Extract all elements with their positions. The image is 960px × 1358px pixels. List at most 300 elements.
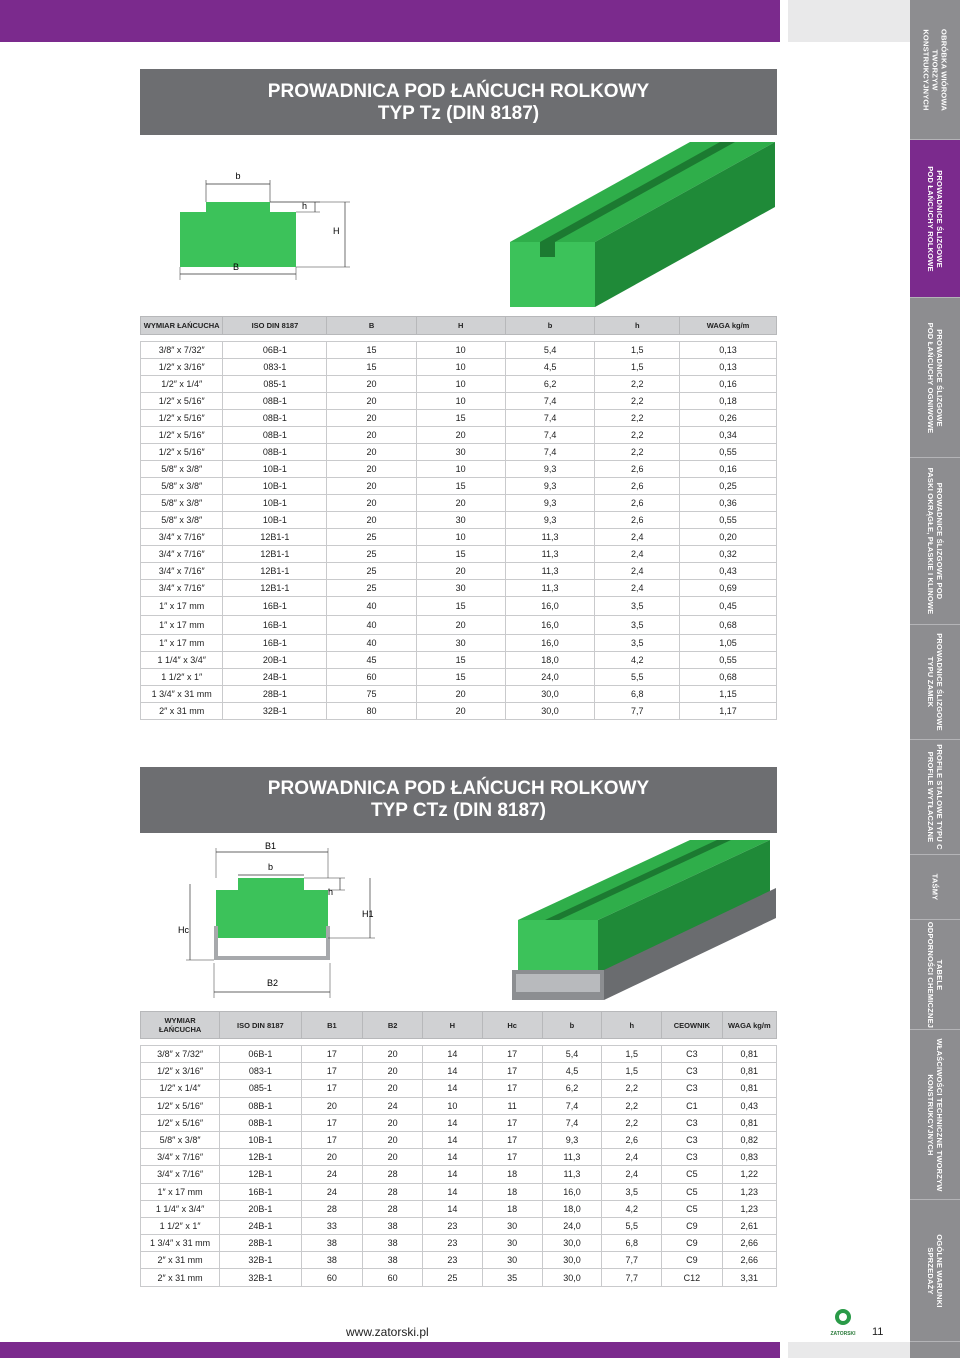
table-cell: 0,32 <box>680 546 777 563</box>
table-cell: 35 <box>482 1269 542 1286</box>
table-cell: 17 <box>301 1063 363 1080</box>
zatorski-logo-icon <box>832 1308 854 1326</box>
table-cell: 2,4 <box>595 563 680 580</box>
table-cell: 0,69 <box>680 580 777 597</box>
table-cell: 9,3 <box>505 495 595 512</box>
company-logo <box>830 1308 856 1337</box>
table-cell: 20 <box>416 563 505 580</box>
table-row <box>141 1252 777 1269</box>
table-cell: 38 <box>363 1252 423 1269</box>
table-cell: 20 <box>301 1149 363 1166</box>
table-cell: 60 <box>363 1269 423 1286</box>
footer-website[interactable]: www.zatorski.pl <box>346 1325 429 1339</box>
table-cell: 12B1-1 <box>223 529 327 546</box>
sidebar-item-label: TAŚMY <box>930 873 940 901</box>
table-cell: 38 <box>301 1252 363 1269</box>
table-cell: 25 <box>327 546 416 563</box>
table-cell: C3 <box>662 1063 722 1080</box>
table-cell: 4,2 <box>602 1200 662 1217</box>
table-cell: 32B-1 <box>220 1269 301 1286</box>
table-cell: 1,22 <box>722 1166 776 1183</box>
table-cell: 2,6 <box>595 461 680 478</box>
table-cell: 11,3 <box>505 546 595 563</box>
section2-profile-diagram <box>170 838 390 1008</box>
table-cell: 0,81 <box>722 1046 776 1063</box>
table-cell: 0,13 <box>680 342 777 359</box>
table-cell: 16,0 <box>505 597 595 616</box>
table-cell: 1 1/4″ x 3/4″ <box>141 1200 220 1217</box>
table-cell: 16B-1 <box>223 635 327 652</box>
table-cell: 3/8″ x 7/32″ <box>141 342 223 359</box>
table-cell: 28 <box>301 1200 363 1217</box>
table-cell: 2,2 <box>595 376 680 393</box>
table-cell: 30 <box>482 1252 542 1269</box>
table-cell: 14 <box>423 1200 483 1217</box>
sidebar-item-7[interactable] <box>910 920 960 1030</box>
table-cell: 17 <box>482 1080 542 1097</box>
table-row <box>141 444 777 461</box>
table-cell: 2,2 <box>595 427 680 444</box>
table-cell: 32B-1 <box>223 703 327 720</box>
table-cell: 7,4 <box>542 1114 602 1131</box>
table-cell: C5 <box>662 1183 722 1200</box>
column-header: H <box>416 317 505 335</box>
table-cell: 5/8″ x 3/8″ <box>141 478 223 495</box>
table-cell: 1″ x 17 mm <box>141 1183 220 1200</box>
section1-title-bar <box>140 69 777 135</box>
table-cell: 2,2 <box>602 1080 662 1097</box>
table-cell: 20 <box>363 1046 423 1063</box>
table-cell: 30,0 <box>542 1252 602 1269</box>
table-cell: 24B-1 <box>223 669 327 686</box>
column-header: H <box>423 1012 483 1039</box>
table-cell: 18,0 <box>505 652 595 669</box>
table-cell: 30,0 <box>505 686 595 703</box>
table-cell: 30 <box>482 1217 542 1234</box>
table-cell: 2,6 <box>595 495 680 512</box>
table-cell: 1,15 <box>680 686 777 703</box>
table-cell: 20 <box>301 1097 363 1114</box>
table-cell: 2,4 <box>595 546 680 563</box>
table-cell: 1″ x 17 mm <box>141 635 223 652</box>
table-cell: 17 <box>482 1046 542 1063</box>
table-cell: 085-1 <box>220 1080 301 1097</box>
table-cell: 2,4 <box>602 1149 662 1166</box>
table-row <box>141 1235 777 1252</box>
table-cell: 40 <box>327 597 416 616</box>
table-cell: 30 <box>482 1235 542 1252</box>
table-cell: 083-1 <box>220 1063 301 1080</box>
table-cell: 1/2″ x 5/16″ <box>141 1114 220 1131</box>
table-cell: 25 <box>327 580 416 597</box>
table-cell: 16B-1 <box>223 616 327 635</box>
table-cell: C5 <box>662 1200 722 1217</box>
table-cell: 0,13 <box>680 359 777 376</box>
sidebar-item-3[interactable] <box>910 458 960 625</box>
table-cell: 7,7 <box>602 1269 662 1286</box>
table-cell: 16B-1 <box>220 1183 301 1200</box>
section2-subtitle: TYP CTz (DIN 8187) <box>371 800 546 821</box>
table-cell: C3 <box>662 1149 722 1166</box>
section-sidebar <box>910 0 960 1358</box>
sidebar-item-5[interactable] <box>910 740 960 855</box>
table-cell: 24,0 <box>542 1217 602 1234</box>
table-cell: 08B-1 <box>223 427 327 444</box>
dim-H-label: H <box>333 226 340 236</box>
table-cell: 2,4 <box>602 1166 662 1183</box>
table-cell: 2,2 <box>595 410 680 427</box>
table-row <box>141 686 777 703</box>
sidebar-item-1[interactable] <box>910 140 960 298</box>
table-cell: 20 <box>416 616 505 635</box>
sidebar-item-6[interactable] <box>910 855 960 920</box>
table-row <box>141 376 777 393</box>
table-cell: 20 <box>327 478 416 495</box>
table-cell: 1,5 <box>602 1063 662 1080</box>
table-cell: 10B-1 <box>223 512 327 529</box>
table-row <box>141 1114 777 1131</box>
bottom-color-bar <box>0 1342 780 1358</box>
table-cell: 38 <box>301 1235 363 1252</box>
table-cell: 20 <box>327 512 416 529</box>
table-cell: 24 <box>301 1183 363 1200</box>
table-cell: 15 <box>327 359 416 376</box>
table-cell: 1/2″ x 3/16″ <box>141 359 223 376</box>
table-cell: 30,0 <box>505 703 595 720</box>
table-cell: 1,5 <box>595 342 680 359</box>
table-cell: 20 <box>327 495 416 512</box>
table-row <box>141 342 777 359</box>
table-cell: 06B-1 <box>223 342 327 359</box>
table-cell: 5/8″ x 3/8″ <box>141 461 223 478</box>
table-cell: 17 <box>301 1131 363 1148</box>
dim-h-label: h <box>302 201 308 211</box>
table-cell: 9,3 <box>542 1131 602 1148</box>
table-cell: 3/4″ x 7/16″ <box>141 1166 220 1183</box>
table-cell: 12B1-1 <box>223 580 327 597</box>
table-row <box>141 1217 777 1234</box>
table-row <box>141 1097 777 1114</box>
table-cell: 20 <box>416 686 505 703</box>
table-cell: 2,6 <box>602 1131 662 1148</box>
table-cell: 12B1-1 <box>223 546 327 563</box>
table-row <box>141 529 777 546</box>
table-cell: 1″ x 17 mm <box>141 616 223 635</box>
table-cell: 06B-1 <box>220 1046 301 1063</box>
table-cell: 08B-1 <box>220 1097 301 1114</box>
section1-title: PROWADNICA POD ŁAŃCUCH ROLKOWY <box>267 81 650 102</box>
sidebar-item-0[interactable] <box>910 0 960 140</box>
table-cell: 10 <box>416 376 505 393</box>
table-cell: 11,3 <box>542 1166 602 1183</box>
table-cell: 15 <box>416 597 505 616</box>
table-cell: 3/4″ x 7/16″ <box>141 1149 220 1166</box>
table-cell: 083-1 <box>223 359 327 376</box>
table-cell: 24B-1 <box>220 1217 301 1234</box>
table-cell: 30,0 <box>542 1269 602 1286</box>
table-cell: 3/8″ x 7/32″ <box>141 1046 220 1063</box>
table-cell: 60 <box>301 1269 363 1286</box>
table-cell: C1 <box>662 1097 722 1114</box>
table-cell: 1″ x 17 mm <box>141 597 223 616</box>
dim-B-label: B <box>232 262 240 272</box>
table-cell: 1/2″ x 5/16″ <box>141 1097 220 1114</box>
table-cell: 2,66 <box>722 1235 776 1252</box>
table-cell: 9,3 <box>505 461 595 478</box>
bottom-side-bar <box>788 1342 910 1358</box>
sidebar-item-2[interactable] <box>910 298 960 458</box>
table-cell: 4,5 <box>505 359 595 376</box>
table-cell: 5/8″ x 3/8″ <box>141 512 223 529</box>
table-cell: 12B-1 <box>220 1149 301 1166</box>
table-cell: 7,4 <box>505 393 595 410</box>
table-row <box>141 1080 777 1097</box>
table-cell: 4,2 <box>595 652 680 669</box>
table-cell: 1/2″ x 5/16″ <box>141 427 223 444</box>
section2-product-photo <box>500 830 780 1010</box>
table-cell: 10 <box>416 393 505 410</box>
table-cell: 10B-1 <box>223 478 327 495</box>
table-cell: 24,0 <box>505 669 595 686</box>
table-cell: 20 <box>363 1131 423 1148</box>
table-cell: 32B-1 <box>220 1252 301 1269</box>
table-cell: 18 <box>482 1166 542 1183</box>
table-cell: 085-1 <box>223 376 327 393</box>
dim-h2-label: h <box>328 887 334 897</box>
table-cell: 1/2″ x 3/16″ <box>141 1063 220 1080</box>
table-cell: 20 <box>416 427 505 444</box>
table-cell: 11,3 <box>505 529 595 546</box>
table-cell: 1/2″ x 1/4″ <box>141 376 223 393</box>
table-cell: 28B-1 <box>220 1235 301 1252</box>
table-cell: 7,4 <box>542 1097 602 1114</box>
table-cell: 20B-1 <box>220 1200 301 1217</box>
table-cell: 20 <box>363 1114 423 1131</box>
table-cell: 5,4 <box>505 342 595 359</box>
table-cell: 2,6 <box>595 478 680 495</box>
table-cell: 12B-1 <box>220 1166 301 1183</box>
sidebar-item-label: PROFILE STALOWE TYPU C PROFILE WYTŁACZANE <box>926 744 944 850</box>
column-header: b <box>505 317 595 335</box>
table-cell: 14 <box>423 1183 483 1200</box>
table-row <box>141 1131 777 1148</box>
table-cell: 2,61 <box>722 1217 776 1234</box>
table-cell: 4,5 <box>542 1063 602 1080</box>
table-row <box>141 427 777 444</box>
page-number: 11 <box>872 1326 884 1338</box>
table-cell: 2,2 <box>602 1097 662 1114</box>
table-cell: 60 <box>327 669 416 686</box>
dim-B1-label: B1 <box>265 841 277 851</box>
table-cell: 1,23 <box>722 1200 776 1217</box>
table-cell: 12B1-1 <box>223 563 327 580</box>
table-cell: 0,68 <box>680 616 777 635</box>
table-cell: 0,81 <box>722 1114 776 1131</box>
table-cell: C5 <box>662 1166 722 1183</box>
table-cell: 10B-1 <box>223 461 327 478</box>
table-cell: 0,20 <box>680 529 777 546</box>
table-row <box>141 410 777 427</box>
table-cell: 1/2″ x 5/16″ <box>141 444 223 461</box>
sidebar-item-label: WŁAŚCIWOŚCI TECHNICZNE TWORZYW KONSTRUKCYJNYCH <box>926 1037 944 1192</box>
table-row <box>141 512 777 529</box>
table-cell: 1/2″ x 1/4″ <box>141 1080 220 1097</box>
table-cell: 17 <box>301 1080 363 1097</box>
column-header: B2 <box>363 1012 423 1039</box>
table-cell: 20B-1 <box>223 652 327 669</box>
table-cell: 3/4″ x 7/16″ <box>141 529 223 546</box>
sidebar-item-9[interactable] <box>910 1200 960 1342</box>
table-row <box>141 563 777 580</box>
table-cell: 7,7 <box>602 1252 662 1269</box>
table-row <box>141 1166 777 1183</box>
table-cell: 1 3/4″ x 31 mm <box>141 686 223 703</box>
table-cell: 2,2 <box>602 1114 662 1131</box>
table-cell: 14 <box>423 1166 483 1183</box>
logo-text: ZATORSKI <box>830 1331 856 1337</box>
table-cell: 08B-1 <box>223 444 327 461</box>
table-cell: C3 <box>662 1046 722 1063</box>
table-cell: 0,45 <box>680 597 777 616</box>
sidebar-item-label: PROWADNICE ŚLIZGOWE POD ŁAŃCUCHY OGNIWOWE <box>926 322 944 433</box>
table-cell: 08B-1 <box>220 1114 301 1131</box>
table-cell: 3,5 <box>595 597 680 616</box>
table-cell: 20 <box>416 495 505 512</box>
table-cell: 0,36 <box>680 495 777 512</box>
table-cell: 25 <box>327 529 416 546</box>
top-side-bar <box>788 0 910 42</box>
table-cell: 45 <box>327 652 416 669</box>
table-cell: 30,0 <box>542 1235 602 1252</box>
sidebar-item-8[interactable] <box>910 1030 960 1200</box>
table-cell: 24 <box>363 1097 423 1114</box>
table-cell: 38 <box>363 1235 423 1252</box>
table-cell: 15 <box>416 669 505 686</box>
table-cell: 23 <box>423 1235 483 1252</box>
table-cell: 3/4″ x 7/16″ <box>141 546 223 563</box>
column-header: Hc <box>482 1012 542 1039</box>
table-cell: 11 <box>482 1097 542 1114</box>
table-cell: C9 <box>662 1235 722 1252</box>
table-cell: 16,0 <box>505 616 595 635</box>
table-cell: 08B-1 <box>223 393 327 410</box>
ctz-profile-shape <box>216 878 328 938</box>
table-cell: 20 <box>327 393 416 410</box>
sidebar-item-4[interactable] <box>910 625 960 740</box>
table-cell: 20 <box>327 444 416 461</box>
section2-title-bar <box>140 767 777 833</box>
table-row <box>141 597 777 616</box>
table-cell: 3,5 <box>595 635 680 652</box>
table-row <box>141 652 777 669</box>
table-cell: 20 <box>327 461 416 478</box>
column-header: WAGA kg/m <box>722 1012 776 1039</box>
table-cell: 0,55 <box>680 444 777 461</box>
table-cell: 0,55 <box>680 512 777 529</box>
table-cell: 40 <box>327 635 416 652</box>
sidebar-item-label: TABELE ODPORNOŚCI CHEMICZNEJ <box>926 921 944 1028</box>
table-cell: 14 <box>423 1131 483 1148</box>
table-cell: 17 <box>301 1114 363 1131</box>
table-cell: 17 <box>482 1114 542 1131</box>
table-cell: 17 <box>482 1149 542 1166</box>
column-header: WYMIAR ŁAŃCUCHA <box>141 1012 220 1039</box>
table-cell: 08B-1 <box>223 410 327 427</box>
table-row <box>141 1200 777 1217</box>
table-cell: 2,4 <box>595 580 680 597</box>
table-cell: 80 <box>327 703 416 720</box>
table-cell: 40 <box>327 616 416 635</box>
table-cell: 3,5 <box>602 1183 662 1200</box>
table-cell: 28 <box>363 1200 423 1217</box>
table-cell: 5,5 <box>595 669 680 686</box>
table-cell: 16,0 <box>505 635 595 652</box>
table-cell: C3 <box>662 1114 722 1131</box>
column-header: h <box>602 1012 662 1039</box>
section1-subtitle: TYP Tz (DIN 8187) <box>377 103 540 124</box>
table-cell: 18 <box>482 1200 542 1217</box>
table-cell: 3,31 <box>722 1269 776 1286</box>
dim-Hc-label: Hc <box>178 925 189 935</box>
table-cell: 1/2″ x 5/16″ <box>141 410 223 427</box>
section2-spec-table <box>140 1011 777 1287</box>
table-cell: 20 <box>327 427 416 444</box>
table-cell: 0,68 <box>680 669 777 686</box>
column-header: CEOWNIK <box>662 1012 722 1039</box>
table-row <box>141 1046 777 1063</box>
table-cell: 14 <box>423 1080 483 1097</box>
table-cell: 5/8″ x 3/8″ <box>141 1131 220 1148</box>
sidebar-item-label: PROWADNICE ŚLIZGOWE TYPU ZAMEK <box>926 633 944 731</box>
table-cell: 15 <box>416 410 505 427</box>
table-cell: 20 <box>363 1149 423 1166</box>
table-cell: 1/2″ x 5/16″ <box>141 393 223 410</box>
table-cell: 1,5 <box>595 359 680 376</box>
table-cell: 7,7 <box>595 703 680 720</box>
table-cell: 5,4 <box>542 1046 602 1063</box>
table-row <box>141 703 777 720</box>
dim-b-label: b <box>235 171 241 181</box>
table-cell: 18,0 <box>542 1200 602 1217</box>
table-cell: 14 <box>423 1149 483 1166</box>
table-cell: 28 <box>363 1166 423 1183</box>
table-cell: 5/8″ x 3/8″ <box>141 495 223 512</box>
table-cell: 14 <box>423 1063 483 1080</box>
table-row <box>141 495 777 512</box>
table-cell: 1 3/4″ x 31 mm <box>141 1235 220 1252</box>
table-cell: 0,43 <box>722 1097 776 1114</box>
table-cell: 30 <box>416 580 505 597</box>
table-cell: 28 <box>363 1183 423 1200</box>
table-cell: 6,8 <box>595 686 680 703</box>
column-header: b <box>542 1012 602 1039</box>
table-cell: 1,5 <box>602 1046 662 1063</box>
table-cell: 24 <box>301 1166 363 1183</box>
table-cell: 20 <box>327 376 416 393</box>
table-cell: 1,17 <box>680 703 777 720</box>
table-cell: 38 <box>363 1217 423 1234</box>
table-cell: 9,3 <box>505 512 595 529</box>
table-cell: 23 <box>423 1217 483 1234</box>
table-cell: 20 <box>363 1080 423 1097</box>
sidebar-item-label: PROWADNICE ŚLIZGOWE POD ŁAŃCUCHY ROLKOWE <box>926 165 944 272</box>
table-row <box>141 359 777 376</box>
table-cell: 1 1/4″ x 3/4″ <box>141 652 223 669</box>
table-cell: 15 <box>416 478 505 495</box>
table-cell: 0,43 <box>680 563 777 580</box>
table-cell: 9,3 <box>505 478 595 495</box>
dim-B2-label: B2 <box>267 978 279 988</box>
